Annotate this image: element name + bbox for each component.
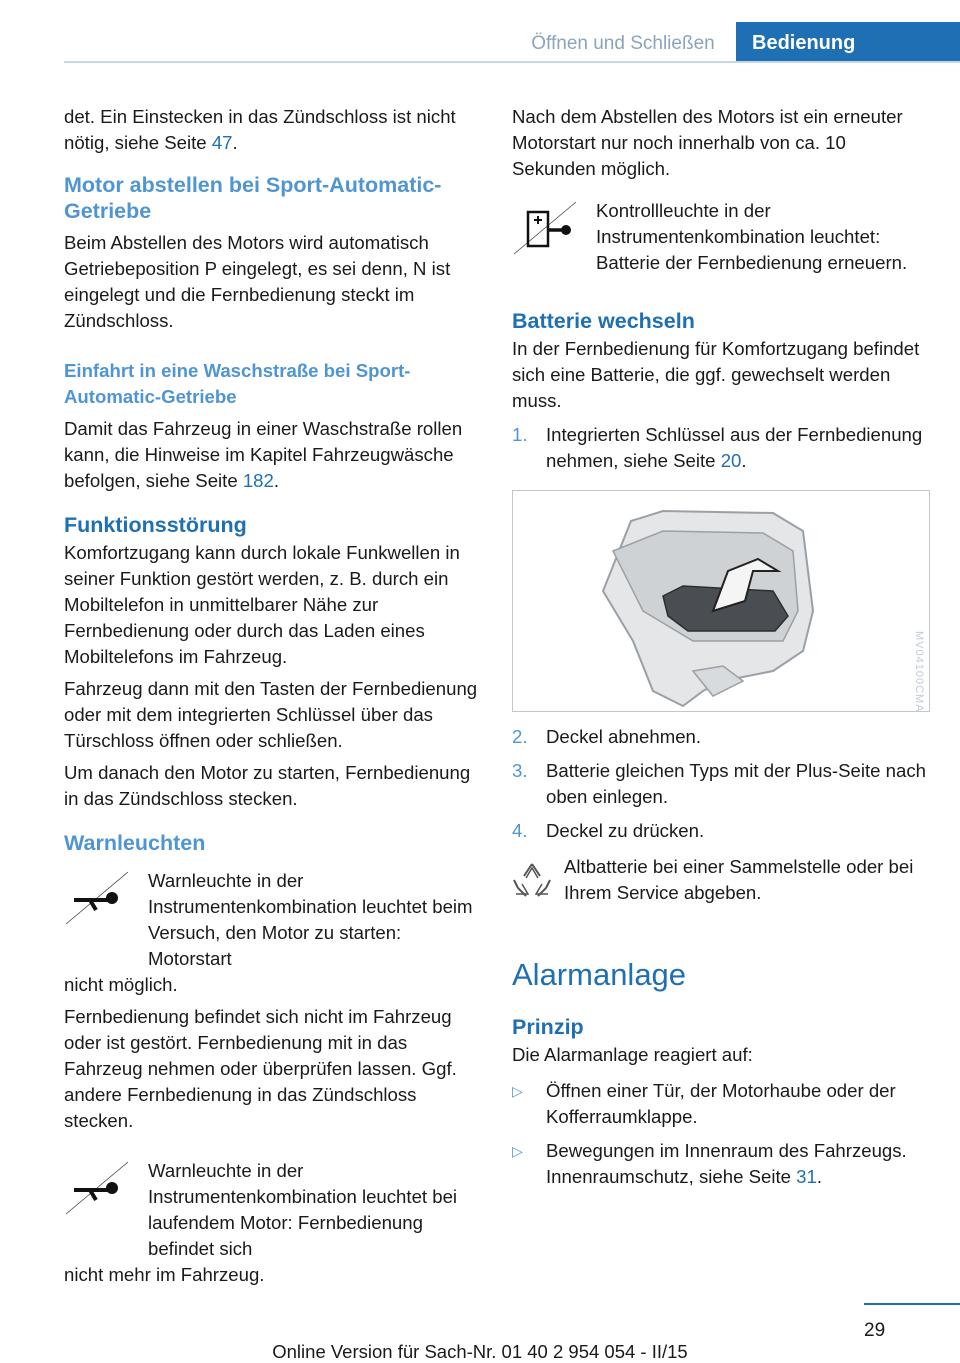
- battery-key-icon: [512, 200, 578, 256]
- alarm-trigger-list: [512, 1078, 932, 1190]
- steps-list-2: [512, 724, 932, 844]
- recycle-icon: [512, 860, 552, 900]
- paragraph-malfunction-2: Fahrzeug dann mit den Tasten der Fernbedienung oder mit dem integrierten Schlüssel über das Türschloss öffnen oder schließen.: [64, 678, 478, 751]
- warning-light-1: [64, 868, 480, 972]
- paragraph-continued: det. Ein Einstecken in das Zündschloss ist nicht nötig, siehe Seite 47.: [64, 106, 456, 153]
- paragraph-car-wash: Damit das Fahrzeug in einer Waschstraße rollen kann, die Hinweise im Kapitel Fahrzeugwäsche befolgen, siehe Seite 182.: [64, 418, 463, 491]
- control-light-text: Kontrollleuchte in der Instrumentenkombination leuchtet: Batterie der Fernbedienung erneuern.: [596, 200, 908, 273]
- control-light: [512, 198, 932, 276]
- paragraph-battery: In der Fernbedienung für Komfortzugang befindet sich eine Batterie, die ggf. gewechselt werden muss.: [512, 338, 920, 411]
- header-rule: [64, 61, 960, 63]
- warning-text-2-continued: nicht mehr im Fahrzeug.: [64, 1264, 265, 1285]
- footer-rule: [864, 1303, 960, 1305]
- heading-sport-automatic: Motor abstellen bei Sport-Automatic-Getriebe: [64, 173, 442, 223]
- header-chapter-tab: Bedienung: [736, 22, 960, 63]
- step-2: 2. Deckel abnehmen.: [512, 726, 702, 747]
- step-4: 4. Deckel zu drücken.: [512, 820, 705, 841]
- warning-text-1: Warnleuchte in der Instrumentenkombination leuchtet beim Versuch, den Motor zu starten: Motorstart: [148, 870, 473, 969]
- triangle-bullet-icon: ▷: [512, 1083, 523, 1099]
- right-column: [512, 104, 932, 1190]
- paragraph-sport: Beim Abstellen des Motors wird automatisch Getriebeposition P eingelegt, es sei denn, N ist eingelegt und die Fernbedienung steckt im Zündschloss.: [64, 232, 451, 331]
- warning-light-2: [64, 1158, 480, 1262]
- heading-warning-lights: Warnleuchten: [64, 831, 206, 855]
- warning-text-2: Warnleuchte in der Instrumentenkombination leuchtet bei laufendem Motor: Fernbedienung befindet sich: [148, 1160, 458, 1259]
- step-3: 3. Batterie gleichen Typs mit der Plus-Seite nach oben einlegen.: [512, 760, 926, 807]
- paragraph-malfunction-1: Komfortzugang kann durch lokale Funkwellen in seiner Funktion gestört werden, z. B. durch ein Mobiltelefon in unmittelbarer Nähe zur Fernbedienung oder durch das Laden eines Mobiltelefons im Fahrzeug.: [64, 542, 460, 667]
- step-1: 1. Integrierten Schlüssel aus der Fernbedienung nehmen, siehe Seite 20.: [512, 424, 923, 471]
- remote-key-illustration: [513, 491, 931, 713]
- heading-malfunction: Funktionsstörung: [64, 513, 247, 537]
- bullet-2: ▷ Bewegungen im Innenraum des Fahrzeugs. Innenraumschutz, siehe Seite 31.: [512, 1140, 907, 1187]
- remote-key-image: [512, 490, 930, 712]
- paragraph-warning: Fernbedienung befindet sich nicht im Fahrzeug oder ist gestört. Fernbedienung mit in das Fahrzeug nehmen oder überprüfen lassen. Ggf. andere Fernbedienung in das Zündschloss stecken.: [64, 1006, 457, 1131]
- triangle-bullet-icon: ▷: [512, 1143, 523, 1159]
- page-link-31[interactable]: 31: [796, 1166, 817, 1187]
- page-link-182[interactable]: 182: [242, 470, 274, 491]
- heading-principle: Prinzip: [512, 1015, 584, 1039]
- warning-text-1-continued: nicht möglich.: [64, 974, 178, 995]
- page-link-20[interactable]: 20: [720, 450, 742, 471]
- page-number: 29: [864, 1320, 886, 1341]
- heading-alarm-system: Alarmanlage: [512, 957, 687, 992]
- bullet-1: ▷ Öffnen einer Tür, der Motorhaube oder der Kofferraumklappe.: [512, 1080, 896, 1127]
- image-code: MV04100CMA: [913, 631, 925, 713]
- key-warning-icon: [64, 870, 130, 926]
- page-link-47[interactable]: 47: [211, 132, 233, 153]
- paragraph-malfunction-3: Um danach den Motor zu starten, Fernbedienung in das Zündschloss stecken.: [64, 762, 471, 809]
- heading-battery-change: Batterie wechseln: [512, 309, 695, 333]
- recycling-text: Altbatterie bei einer Sammelstelle oder bei Ihrem Service abgeben.: [564, 856, 914, 903]
- key-warning-icon: [64, 1160, 130, 1216]
- recycling-note: [512, 854, 932, 906]
- paragraph-restart: Nach dem Abstellen des Motors ist ein erneuter Motorstart nur noch innerhalb von ca. 10 Sekunden möglich.: [512, 106, 903, 179]
- paragraph-principle: Die Alarmanlage reagiert auf:: [512, 1044, 753, 1065]
- steps-list-1: [512, 422, 932, 474]
- footer-text: Online Version für Sach-Nr. 01 40 2 954 054 - II/15: [272, 1341, 688, 1362]
- heading-car-wash: Einfahrt in eine Waschstraße bei Sport-Automatic-Getriebe: [64, 360, 411, 407]
- left-column: [64, 104, 480, 1288]
- header-section-title: Öffnen und Schließen: [531, 33, 715, 54]
